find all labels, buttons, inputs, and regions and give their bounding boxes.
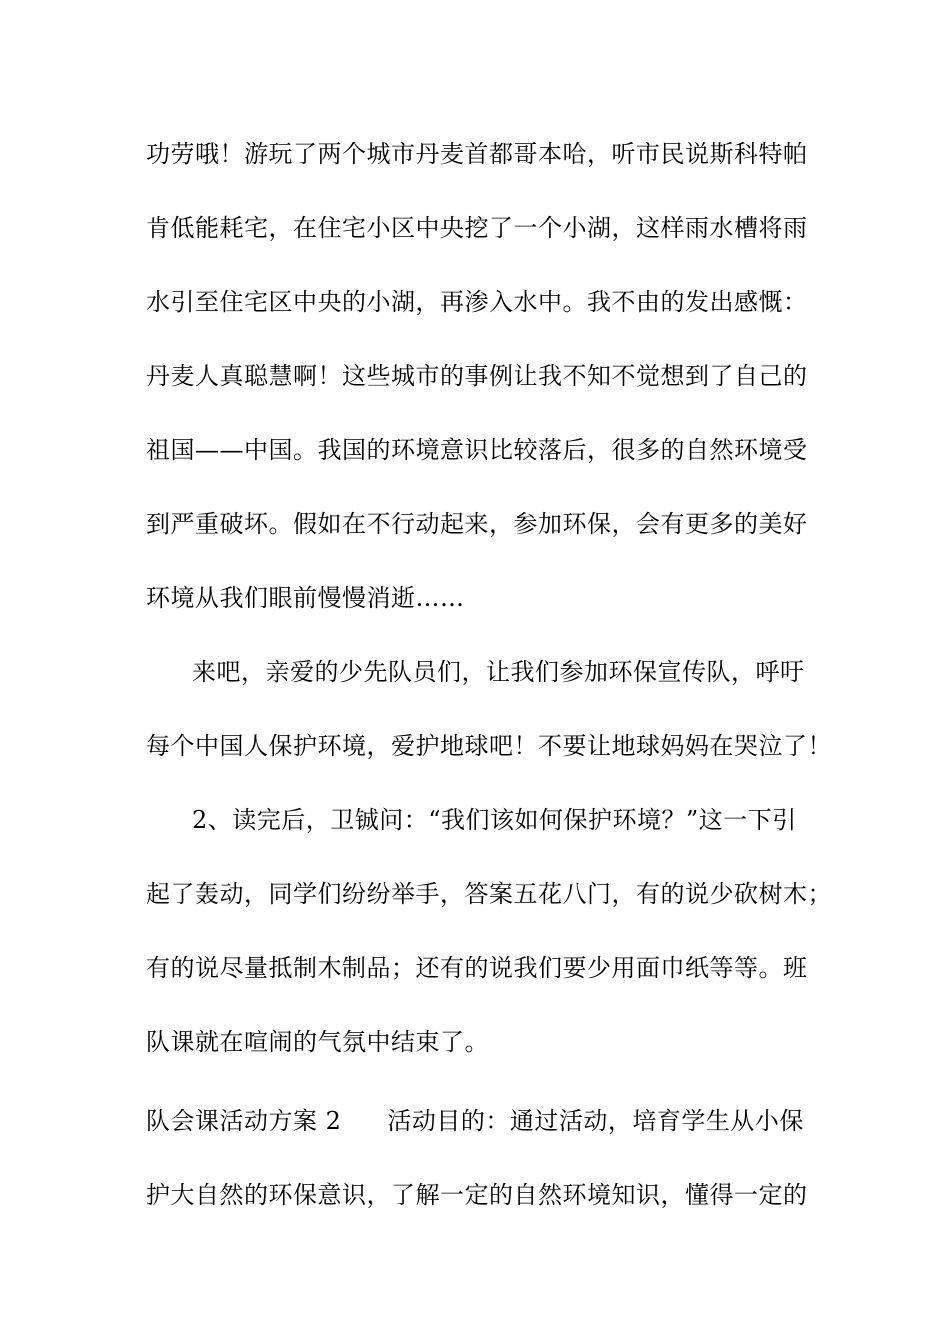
- paragraph-first-line: 来吧，亲爱的少先队员们，让我们参加环保宣传队，呼吁: [192, 658, 805, 686]
- paragraph-first-line: 2、读完后，卫铖问：“我们该如何保护环境？”这一下引: [192, 806, 797, 834]
- text-line: 环境从我们眼前慢慢消逝……: [146, 584, 465, 612]
- text-line: 队课就在喧闹的气氛中结束了。: [146, 1028, 489, 1056]
- text-line: 祖国——中国。我国的环境意识比较落后，很多的自然环境受: [146, 436, 808, 464]
- text-line: 功劳哦！游玩了两个城市丹麦首都哥本哈，听市民说斯科特帕: [146, 140, 808, 168]
- text-line: 到严重破坏。假如在不行动起来，参加环保，会有更多的美好: [146, 510, 808, 538]
- section-title: 队会课活动方案 2: [146, 1107, 342, 1135]
- section-heading-line: [146, 1106, 804, 1136]
- text-line: 每个中国人保护环境，爱护地球吧！不要让地球妈妈在哭泣了！: [146, 732, 832, 760]
- text-line: 丹麦人真聪慧啊！这些城市的事例让我不知不觉想到了自己的: [146, 362, 808, 390]
- text-line: 肯低能耗宅，在住宅小区中央挖了一个小湖，这样雨水槽将雨: [146, 214, 808, 242]
- text-line: 有的说尽量抵制木制品；还有的说我们要少用面巾纸等等。班: [146, 954, 808, 982]
- text-line: 水引至住宅区中央的小湖，再渗入水中。我不由的发出感慨：: [146, 288, 808, 316]
- text-line: 护大自然的环保意识，了解一定的自然环境知识，懂得一定的: [146, 1181, 808, 1209]
- text-line: 起了轰动，同学们纷纷举手，答案五花八门，有的说少砍树木；: [146, 880, 832, 908]
- section-intro-text: 活动目的：通过活动，培育学生从小保: [387, 1107, 804, 1135]
